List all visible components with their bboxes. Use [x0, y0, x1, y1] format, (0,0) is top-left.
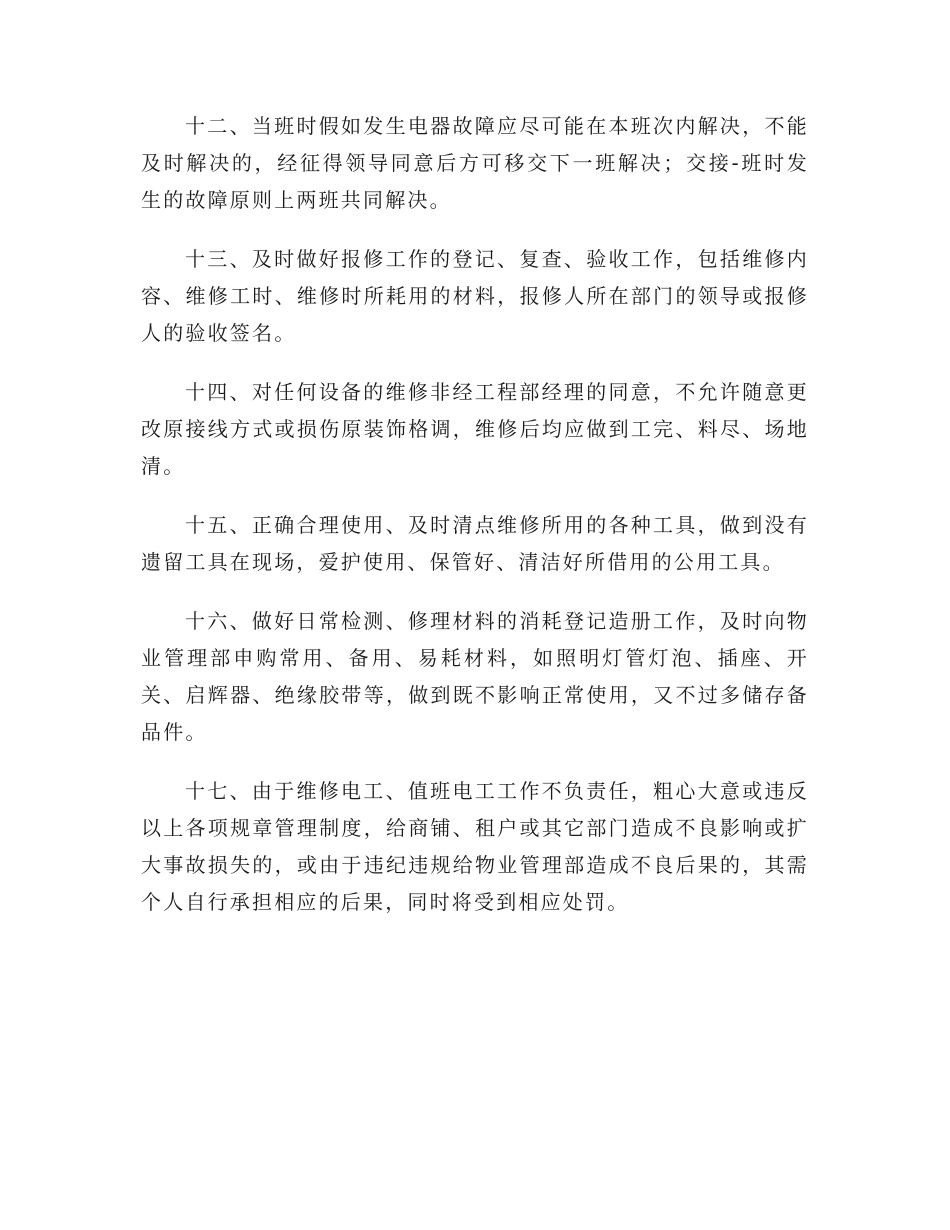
paragraph-13: 十三、及时做好报修工作的登记、复查、验收工作，包括维修内容、维修工时、维修时所耗用的材料，报修人所在部门的领导或报修人的验收签名。	[141, 247, 809, 345]
paragraph-15: 十五、正确合理使用、及时清点维修所用的各种工具，做到没有遗留工具在现场，爱护使用、保管好、清洁好所借用的公用工具。	[141, 513, 809, 574]
paragraph-12: 十二、当班时假如发生电器故障应尽可能在本班次内解决，不能及时解决的，经征得领导同意后方可移交下一班解决；交接-班时发生的故障原则上两班共同解决。	[141, 114, 809, 212]
paragraph-17: 十七、由于维修电工、值班电工工作不负责任，粗心大意或违反以上各项规章管理制度，给商铺、租户或其它部门造成不良影响或扩大事故损失的，或由于违纪违规给物业管理部造成不良后果的，其需个人自行承担相应的后果，同时将受到相应处罚。	[141, 779, 809, 914]
paragraph-14: 十四、对任何设备的维修非经工程部经理的同意，不允许随意更改原接线方式或损伤原装饰格调，维修后均应做到工完、料尽、场地清。	[141, 380, 809, 478]
document-body	[141, 108, 809, 943]
paragraph-16: 十六、做好日常检测、修理材料的消耗登记造册工作，及时向物业管理部申购常用、备用、易耗材料，如照明灯管灯泡、插座、开关、启辉器、绝缘胶带等，做到既不影响正常使用，又不过多储存备品件。	[141, 609, 809, 744]
